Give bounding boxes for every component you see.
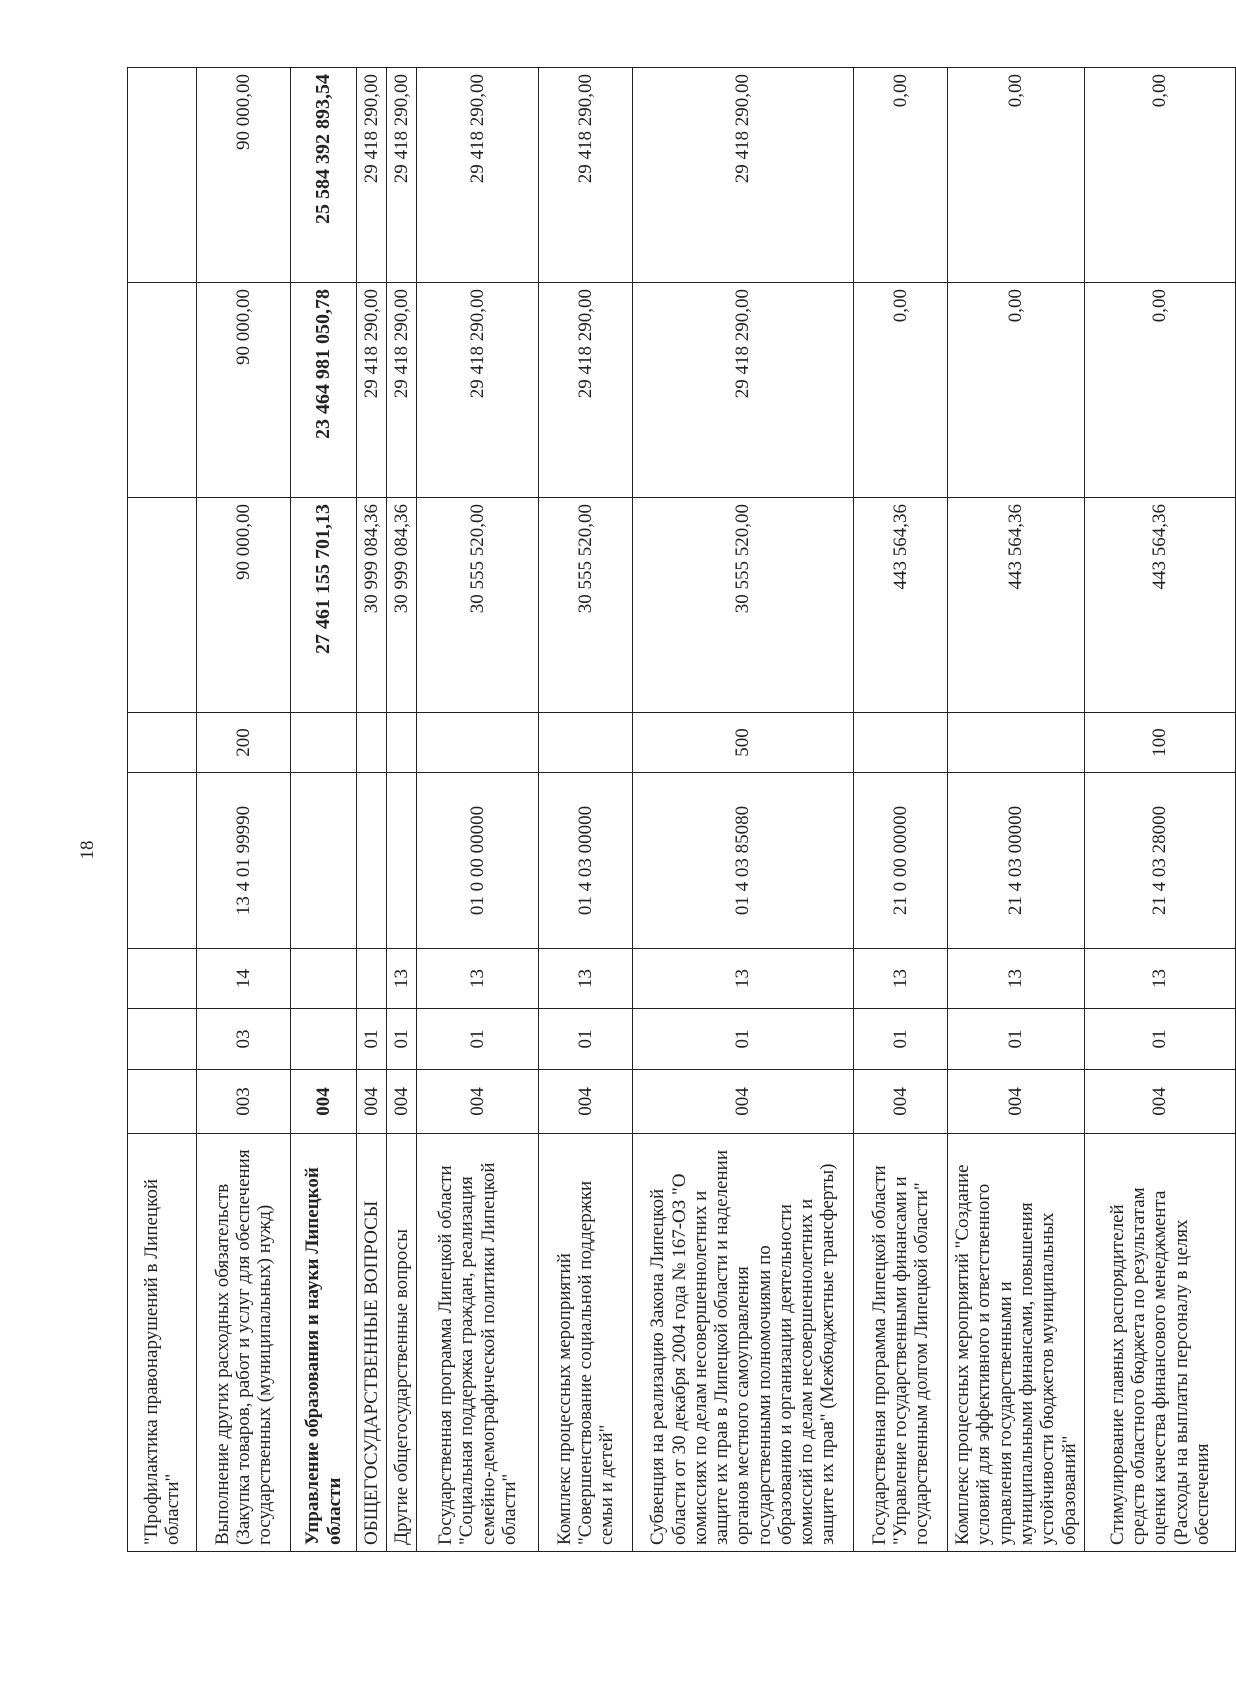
section-code: 03 bbox=[197, 1009, 291, 1070]
expense-type-code bbox=[128, 713, 197, 773]
amount-year-1: 30 999 084,36 bbox=[387, 498, 417, 713]
expense-type-code: 100 bbox=[1085, 713, 1236, 773]
section-code: 01 bbox=[948, 1009, 1085, 1070]
amount-year-3: 0,00 bbox=[1085, 68, 1236, 283]
subsection-code: 13 bbox=[539, 949, 633, 1009]
amount-year-2: 29 418 290,00 bbox=[633, 283, 854, 498]
subsection-code: 13 bbox=[948, 949, 1085, 1009]
ved-code: 004 bbox=[291, 1070, 357, 1134]
section-code: 01 bbox=[633, 1009, 854, 1070]
expense-type-code bbox=[357, 713, 387, 773]
row-name: Комплекс процессных мероприятий "Создание условий для эффективного и ответственного управления государственными и муниципальными финансами, повышения устойчивости бюджетов муниципальных образований" bbox=[948, 1134, 1085, 1552]
amount-year-2: 29 418 290,00 bbox=[417, 283, 539, 498]
amount-year-2: 90 000,00 bbox=[197, 283, 291, 498]
amount-year-3: 25 584 392 893,54 bbox=[291, 68, 357, 283]
table-row bbox=[128, 68, 197, 1552]
table-row bbox=[1085, 68, 1236, 1552]
subsection-code: 13 bbox=[633, 949, 854, 1009]
target-article-code: 21 4 03 00000 bbox=[948, 773, 1085, 949]
ved-code: 003 bbox=[197, 1070, 291, 1134]
table-row bbox=[197, 68, 291, 1552]
section-code: 01 bbox=[387, 1009, 417, 1070]
section-code bbox=[128, 1009, 197, 1070]
amount-year-2: 23 464 981 050,78 bbox=[291, 283, 357, 498]
table-row bbox=[633, 68, 854, 1552]
amount-year-1: 443 564,36 bbox=[1085, 498, 1236, 713]
target-article-code: 01 4 03 85080 bbox=[633, 773, 854, 949]
row-name: ОБЩЕГОСУДАРСТВЕННЫЕ ВОПРОСЫ bbox=[357, 1134, 387, 1552]
target-article-code: 01 4 03 00000 bbox=[539, 773, 633, 949]
ved-code: 004 bbox=[539, 1070, 633, 1134]
subsection-code: 13 bbox=[1085, 949, 1236, 1009]
ved-code bbox=[128, 1070, 197, 1134]
subsection-code: 13 bbox=[387, 949, 417, 1009]
table-frame bbox=[127, 68, 1235, 1552]
subsection-code bbox=[357, 949, 387, 1009]
subsection-code bbox=[128, 949, 197, 1009]
target-article-code: 21 4 03 28000 bbox=[1085, 773, 1236, 949]
amount-year-1: 27 461 155 701,13 bbox=[291, 498, 357, 713]
expense-type-code: 200 bbox=[197, 713, 291, 773]
table-row bbox=[854, 68, 948, 1552]
amount-year-3: 0,00 bbox=[854, 68, 948, 283]
subsection-code: 14 bbox=[197, 949, 291, 1009]
amount-year-3: 29 418 290,00 bbox=[357, 68, 387, 283]
amount-year-1: 90 000,00 bbox=[197, 498, 291, 713]
amount-year-1: 30 555 520,00 bbox=[633, 498, 854, 713]
row-name: Управление образования и науки Липецкой области bbox=[291, 1134, 357, 1552]
target-article-code bbox=[387, 773, 417, 949]
expense-type-code bbox=[854, 713, 948, 773]
amount-year-2 bbox=[128, 283, 197, 498]
amount-year-3: 29 418 290,00 bbox=[539, 68, 633, 283]
amount-year-2: 29 418 290,00 bbox=[357, 283, 387, 498]
target-article-code bbox=[357, 773, 387, 949]
budget-table bbox=[127, 67, 1236, 1552]
ved-code: 004 bbox=[854, 1070, 948, 1134]
row-name: Субвенция на реализацию Закона Липецкой области от 30 декабря 2004 года № 167-ОЗ "О комиссиях по делам несовершеннолетних и защите их прав в Липецкой области и наделении органов местного самоуправления государственными полномочиями по образованию и организации деятельности комиссий по делам несовершеннолетних и защите их прав" (Межбюджетные трансферты) bbox=[633, 1134, 854, 1552]
amount-year-3: 29 418 290,00 bbox=[417, 68, 539, 283]
expense-type-code: 500 bbox=[633, 713, 854, 773]
amount-year-3: 90 000,00 bbox=[197, 68, 291, 283]
subsection-code: 13 bbox=[854, 949, 948, 1009]
target-article-code: 13 4 01 99990 bbox=[197, 773, 291, 949]
row-name: Другие общегосударственные вопросы bbox=[387, 1134, 417, 1552]
amount-year-1: 443 564,36 bbox=[854, 498, 948, 713]
ved-code: 004 bbox=[1085, 1070, 1236, 1134]
expense-type-code bbox=[417, 713, 539, 773]
table-row bbox=[387, 68, 417, 1552]
amount-year-3: 0,00 bbox=[948, 68, 1085, 283]
amount-year-1: 30 555 520,00 bbox=[539, 498, 633, 713]
row-name: Стимулирование главных распорядителей средств областного бюджета по результатам оценки качества финансового менеджмента (Расходы на выплаты персоналу в целях обеспечения bbox=[1085, 1134, 1236, 1552]
table-row bbox=[417, 68, 539, 1552]
subsection-code bbox=[291, 949, 357, 1009]
section-code: 01 bbox=[357, 1009, 387, 1070]
table-row bbox=[291, 68, 357, 1552]
amount-year-2: 0,00 bbox=[1085, 283, 1236, 498]
expense-type-code bbox=[387, 713, 417, 773]
amount-year-1 bbox=[128, 498, 197, 713]
subsection-code: 13 bbox=[417, 949, 539, 1009]
amount-year-3: 29 418 290,00 bbox=[387, 68, 417, 283]
ved-code: 004 bbox=[387, 1070, 417, 1134]
section-code: 01 bbox=[854, 1009, 948, 1070]
target-article-code: 21 0 00 00000 bbox=[854, 773, 948, 949]
amount-year-2: 0,00 bbox=[854, 283, 948, 498]
section-code: 01 bbox=[539, 1009, 633, 1070]
amount-year-1: 30 555 520,00 bbox=[417, 498, 539, 713]
amount-year-2: 0,00 bbox=[948, 283, 1085, 498]
page-number: 18 bbox=[77, 840, 98, 860]
row-name: Выполнение других расходных обязательств (Закупка товаров, работ и услуг для обеспечения государственных (муниципальных) нужд) bbox=[197, 1134, 291, 1552]
target-article-code: 01 0 00 00000 bbox=[417, 773, 539, 949]
ved-code: 004 bbox=[948, 1070, 1085, 1134]
target-article-code bbox=[128, 773, 197, 949]
row-name: Государственная программа Липецкой области "Управление государственными финансами и государственным долгом Липецкой области" bbox=[854, 1134, 948, 1552]
row-name: Государственная программа Липецкой области "Социальная поддержка граждан, реализация семейно-демографической политики Липецкой области" bbox=[417, 1134, 539, 1552]
table-row bbox=[539, 68, 633, 1552]
amount-year-3 bbox=[128, 68, 197, 283]
section-code: 01 bbox=[417, 1009, 539, 1070]
expense-type-code bbox=[948, 713, 1085, 773]
ved-code: 004 bbox=[417, 1070, 539, 1134]
amount-year-2: 29 418 290,00 bbox=[539, 283, 633, 498]
table-row bbox=[948, 68, 1085, 1552]
table-row bbox=[357, 68, 387, 1552]
ved-code: 004 bbox=[357, 1070, 387, 1134]
amount-year-1: 443 564,36 bbox=[948, 498, 1085, 713]
amount-year-2: 29 418 290,00 bbox=[387, 283, 417, 498]
target-article-code bbox=[291, 773, 357, 949]
ved-code: 004 bbox=[633, 1070, 854, 1134]
section-code: 01 bbox=[1085, 1009, 1236, 1070]
row-name: Комплекс процессных мероприятий "Совершенствование социальной поддержки семьи и детей" bbox=[539, 1134, 633, 1552]
expense-type-code bbox=[291, 713, 357, 773]
amount-year-1: 30 999 084,36 bbox=[357, 498, 387, 713]
amount-year-3: 29 418 290,00 bbox=[633, 68, 854, 283]
section-code bbox=[291, 1009, 357, 1070]
expense-type-code bbox=[539, 713, 633, 773]
row-name: "Профилактика правонарушений в Липецкой области" bbox=[128, 1134, 197, 1552]
